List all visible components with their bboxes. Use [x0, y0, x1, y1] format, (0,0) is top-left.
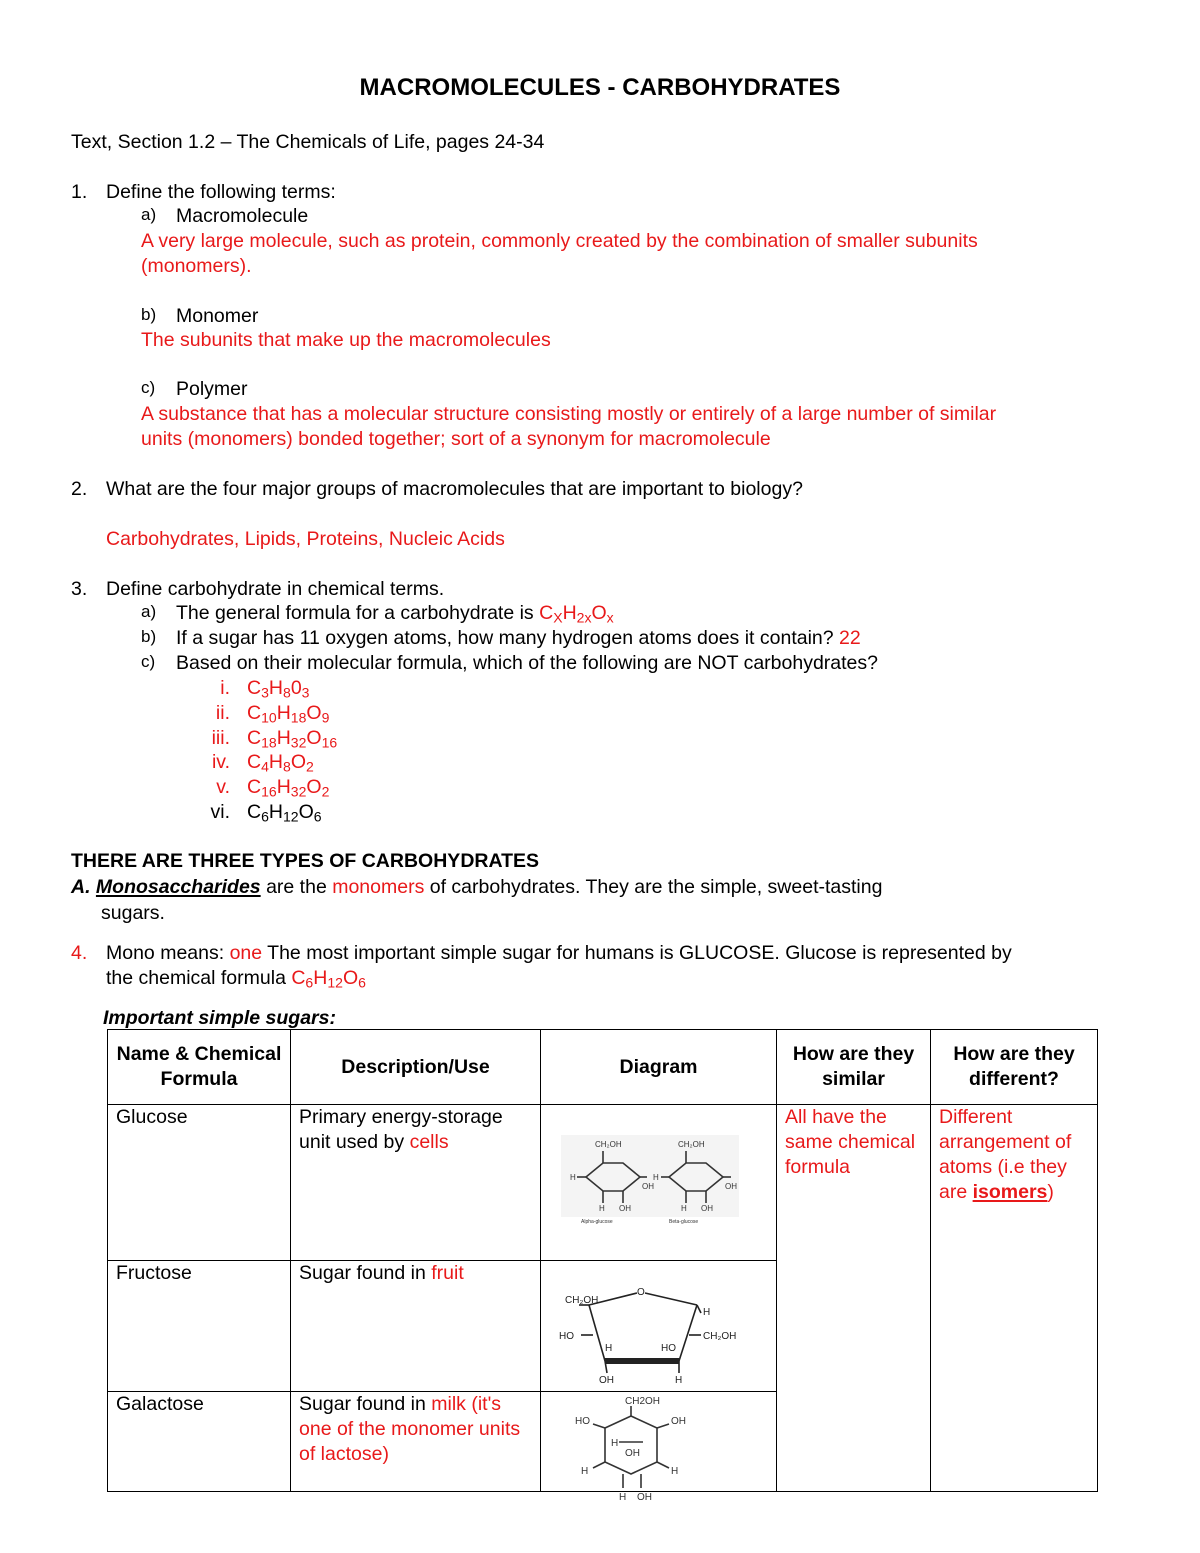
fructose-h-right: H	[703, 1307, 711, 1318]
type-a-label: A.	[71, 876, 91, 898]
galactose-oh-right: OH	[671, 1416, 686, 1427]
q3-c-label: c)	[141, 652, 156, 671]
q3-b-line	[176, 627, 861, 650]
q3-b-text: If a sugar has 11 oxygen atoms, how many hydrogen atoms does it contain?	[176, 627, 840, 649]
glucose-formula: $C_6H_{12}O_6$	[291, 967, 366, 991]
formula-iv: $C_4H_8O_2$	[247, 751, 314, 775]
type-a-monomers: monomers	[332, 876, 425, 898]
header-description: Description/Use	[291, 1030, 541, 1105]
galactose-oh-bottom: OH	[637, 1492, 652, 1503]
type-a-text1: are the	[260, 876, 333, 898]
table-caption: Important simple sugars:	[103, 1007, 336, 1029]
isomers-term: isomers	[972, 1181, 1048, 1203]
galactose-h-right: H	[671, 1466, 679, 1477]
q3-b-label: b)	[141, 627, 157, 646]
galactose-name: Galactose	[108, 1392, 291, 1492]
glucose-desc-text: Primary energy-storage unit used by	[299, 1106, 503, 1153]
q3-c-text: Based on their molecular formula, which of the following are NOT carbohydrates?	[176, 652, 878, 674]
q1-a-label: a)	[141, 205, 157, 224]
q4-text1: Mono means:	[106, 942, 230, 964]
q1-b-label: b)	[141, 305, 157, 324]
type-a-term: Monosaccharides	[95, 876, 261, 898]
fructose-h-mid: H	[605, 1343, 613, 1354]
formula-i: $C_3H_80_3$	[247, 677, 310, 701]
fructose-name: Fructose	[108, 1261, 291, 1392]
fructose-ho-mid: HO	[661, 1343, 676, 1354]
fructose-ch2oh-right: CH₂OH	[703, 1331, 737, 1342]
header-name: Name & Chemical Formula	[108, 1030, 291, 1105]
fructose-desc-red: fruit	[431, 1262, 464, 1284]
beta-h-left: H	[653, 1173, 659, 1182]
q1-b-answer: The subunits that make up the macromolecules	[141, 329, 551, 351]
galactose-diagram-cell	[541, 1392, 777, 1503]
different-cell	[931, 1105, 1098, 1492]
glucose-desc	[291, 1105, 541, 1261]
beta-oh-bottom: OH	[701, 1204, 713, 1213]
alpha-h-left: H	[570, 1173, 576, 1182]
galactose-ch2oh: CH2OH	[625, 1396, 661, 1407]
page-title: MACROMOLECULES - CARBOHYDRATES	[359, 74, 841, 101]
q3-a-line	[176, 602, 614, 625]
fructose-desc-text: Sugar found in	[299, 1262, 432, 1284]
q3-number: 3.	[71, 578, 88, 600]
q3-prompt: Define carbohydrate in chemical terms.	[106, 578, 445, 600]
roman-iv: iv.	[211, 751, 230, 773]
roman-i: i.	[220, 677, 230, 699]
type-a-text2: of carbohydrates. They are the simple, sweet-tasting	[424, 876, 883, 898]
galactose-desc-red: milk (it's one of the monomer units of lactose)	[299, 1393, 521, 1465]
glucose-desc-red: cells	[409, 1131, 449, 1153]
roman-iii: iii.	[211, 727, 230, 749]
q2-number: 2.	[71, 478, 88, 500]
q4-answer: one	[229, 942, 263, 964]
q1-number: 1.	[71, 181, 88, 203]
roman-v: v.	[216, 776, 230, 798]
source-reference: Text, Section 1.2 – The Chemicals of Life, pages 24-34	[71, 131, 545, 153]
galactose-desc-text: Sugar found in	[299, 1393, 432, 1415]
fructose-ch2oh-left: CH₂OH	[565, 1295, 599, 1306]
galactose-h-mid: H	[611, 1438, 619, 1449]
glucose-name: Glucose	[108, 1105, 291, 1261]
galactose-ring	[593, 1406, 669, 1488]
table-row	[108, 1105, 1098, 1261]
fructose-ring-o: O	[637, 1287, 645, 1298]
q1-c-answer-1: A substance that has a molecular structure consisting mostly or entirely of a large number of similar	[141, 403, 997, 425]
beta-h-bottom: H	[681, 1204, 687, 1213]
header-different: How are they different?	[931, 1030, 1098, 1105]
galactose-ho-left: HO	[575, 1416, 590, 1427]
fructose-ho-left: HO	[559, 1331, 574, 1342]
beta-caption: Beta-glucose	[669, 1219, 699, 1225]
galactose-h-left: H	[581, 1466, 589, 1477]
alpha-ch2oh: CH₂OH	[595, 1140, 622, 1149]
q1-prompt: Define the following terms:	[106, 181, 336, 203]
types-heading: THERE ARE THREE TYPES OF CARBOHYDRATES	[71, 850, 540, 872]
roman-vi: vi.	[210, 801, 230, 823]
different-end: )	[1047, 1181, 1054, 1203]
q2-prompt: What are the four major groups of macromolecules that are important to biology?	[106, 478, 803, 500]
simple-sugars-table	[107, 1029, 1098, 1503]
roman-ii: ii.	[215, 702, 230, 724]
q4-line2	[106, 967, 366, 990]
formula-v: $C_{16}H_{32}O_2$	[247, 776, 330, 800]
galactose-h-bottom: H	[619, 1492, 627, 1503]
q2-answer: Carbohydrates, Lipids, Proteins, Nucleic Acids	[106, 528, 505, 550]
q1-b-term: Monomer	[176, 305, 259, 327]
alpha-h-bottom: H	[599, 1204, 605, 1213]
galactose-oh-mid: OH	[625, 1448, 640, 1459]
type-a-text3: sugars.	[101, 902, 165, 924]
header-similar: How are they similar	[777, 1030, 931, 1105]
glucose-diagram	[541, 1105, 775, 1253]
type-a-line	[71, 876, 882, 899]
fructose-diagram-cell	[541, 1261, 777, 1392]
q3-a-label: a)	[141, 602, 157, 621]
q1-c-term: Polymer	[176, 378, 248, 400]
q1-a-answer-1: A very large molecule, such as protein, commonly created by the combination of smaller subunits	[141, 230, 978, 252]
galactose-diagram	[541, 1392, 775, 1516]
q4-text2: The most important simple sugar for humans is GLUCOSE. Glucose is represented by	[262, 942, 1012, 964]
q1-a-answer-2: (monomers).	[141, 255, 252, 277]
formula-iii: $C_{18}H_{32}O_{16}$	[247, 727, 338, 751]
different-text: Different arrangement of atoms (i.e they are	[939, 1106, 1072, 1203]
formula-ii: $C_{10}H_{18}O_9$	[247, 702, 330, 726]
q4-text3: the chemical formula	[106, 967, 292, 989]
alpha-oh-right: OH	[642, 1182, 654, 1191]
glucose-diagram-cell	[541, 1105, 777, 1261]
fructose-oh-bottom: OH	[599, 1375, 614, 1384]
q4-line1	[106, 942, 1012, 965]
table-header-row	[108, 1030, 1098, 1105]
general-formula: $C_XH_{2x}O_x$	[539, 602, 614, 626]
similar-cell: All have the same chemical formula	[777, 1105, 931, 1492]
alpha-oh-bottom: OH	[619, 1204, 631, 1213]
header-diagram: Diagram	[541, 1030, 777, 1105]
alpha-caption: Alpha-glucose	[581, 1219, 613, 1225]
q3-a-text: The general formula for a carbohydrate is	[176, 602, 540, 624]
beta-oh-right: OH	[725, 1182, 737, 1191]
galactose-desc	[291, 1392, 541, 1492]
q4-number: 4.	[71, 942, 88, 964]
q1-c-label: c)	[141, 378, 156, 397]
fructose-desc	[291, 1261, 541, 1392]
fructose-diagram	[541, 1261, 775, 1384]
q3-b-answer: 22	[839, 627, 861, 649]
fructose-h-bottom: H	[675, 1375, 683, 1384]
q1-c-answer-2: units (monomers) bonded together; sort of a synonym for macromolecule	[141, 428, 771, 450]
q1-a-term: Macromolecule	[176, 205, 309, 227]
beta-ch2oh: CH₂OH	[678, 1140, 705, 1149]
formula-vi: $C_6H_{12}O_6$	[247, 801, 322, 825]
